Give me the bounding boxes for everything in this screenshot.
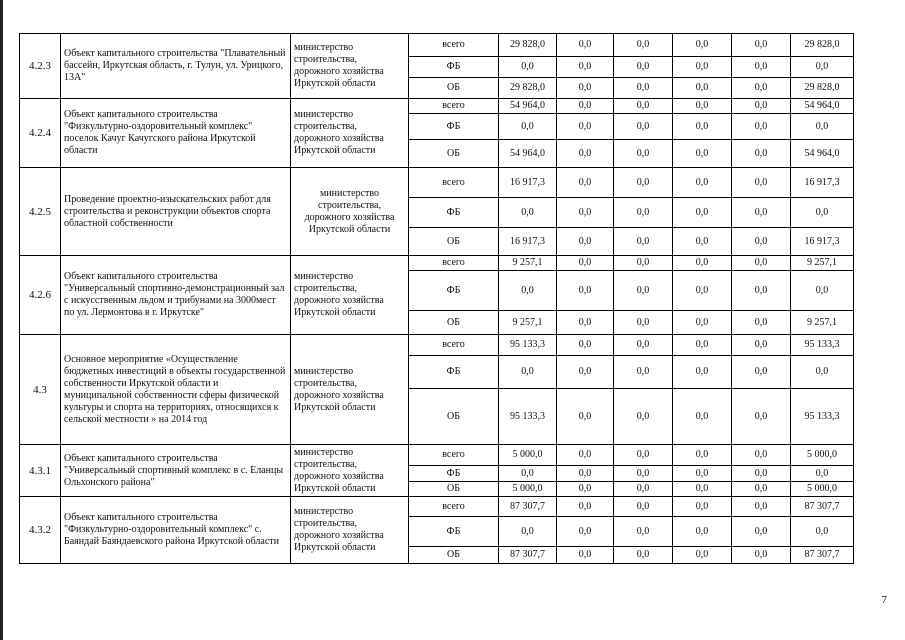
row-code: 4.2.4 [20, 99, 61, 168]
funding-source: всего [409, 335, 499, 356]
row-executor: министерство строительства, дорожного хозяйства Иркутской области [291, 168, 409, 256]
funding-source: всего [409, 34, 499, 57]
row-name: Объект капитального строительства "Плавательный бассейн, Иркутская область, г. Тулун, ул. Урицкого, 13А" [61, 34, 291, 99]
value-cell: 0,0 [732, 482, 791, 497]
value-cell: 0,0 [614, 445, 673, 466]
value-cell: 0,0 [791, 114, 854, 140]
value-cell: 0,0 [557, 517, 614, 547]
value-cell: 0,0 [557, 256, 614, 271]
value-cell: 0,0 [673, 445, 732, 466]
value-cell: 0,0 [673, 78, 732, 99]
value-cell: 0,0 [557, 228, 614, 256]
page-number: 7 [881, 594, 887, 606]
value-cell: 0,0 [673, 335, 732, 356]
value-cell: 9 257,1 [791, 256, 854, 271]
table-row [20, 335, 854, 356]
value-cell: 0,0 [791, 57, 854, 78]
value-cell: 0,0 [791, 271, 854, 311]
value-cell: 29 828,0 [499, 78, 557, 99]
row-executor: министерство строительства, дорожного хозяйства Иркутской области [291, 256, 409, 335]
value-cell: 0,0 [673, 311, 732, 335]
value-cell: 0,0 [614, 228, 673, 256]
value-cell: 0,0 [673, 256, 732, 271]
funding-source: ОБ [409, 389, 499, 445]
table-row [20, 34, 854, 57]
value-cell: 0,0 [673, 466, 732, 482]
row-executor: министерство строительства, дорожного хозяйства Иркутской области [291, 445, 409, 497]
value-cell: 0,0 [673, 140, 732, 168]
value-cell: 0,0 [557, 356, 614, 389]
value-cell: 0,0 [614, 466, 673, 482]
value-cell: 0,0 [732, 228, 791, 256]
value-cell: 29 828,0 [791, 78, 854, 99]
value-cell: 0,0 [614, 335, 673, 356]
value-cell: 0,0 [614, 389, 673, 445]
value-cell: 16 917,3 [499, 168, 557, 198]
value-cell: 0,0 [791, 517, 854, 547]
row-name: Объект капитального строительства "Физкультурно-оздоровительный комплекс" с. Баяндай Баяндаевского района Иркутской области [61, 497, 291, 564]
value-cell: 29 828,0 [499, 34, 557, 57]
funding-source: всего [409, 99, 499, 114]
value-cell: 0,0 [673, 356, 732, 389]
value-cell: 95 133,3 [499, 335, 557, 356]
funding-source: всего [409, 497, 499, 517]
value-cell: 0,0 [732, 256, 791, 271]
value-cell: 0,0 [614, 57, 673, 78]
value-cell: 0,0 [614, 482, 673, 497]
table-row [20, 99, 854, 114]
value-cell: 0,0 [614, 168, 673, 198]
value-cell: 0,0 [557, 445, 614, 466]
value-cell: 0,0 [732, 34, 791, 57]
value-cell: 0,0 [499, 356, 557, 389]
row-executor: министерство строительства, дорожного хозяйства Иркутской области [291, 497, 409, 564]
value-cell: 0,0 [732, 445, 791, 466]
value-cell: 0,0 [557, 198, 614, 228]
row-code: 4.2.5 [20, 168, 61, 256]
funding-source: ФБ [409, 517, 499, 547]
row-code: 4.3 [20, 335, 61, 445]
value-cell: 0,0 [614, 311, 673, 335]
value-cell: 0,0 [732, 335, 791, 356]
funding-source: всего [409, 445, 499, 466]
value-cell: 16 917,3 [791, 228, 854, 256]
funding-source: ФБ [409, 271, 499, 311]
value-cell: 0,0 [732, 356, 791, 389]
value-cell: 0,0 [557, 466, 614, 482]
funding-source: ФБ [409, 57, 499, 78]
value-cell: 5 000,0 [499, 482, 557, 497]
value-cell: 9 257,1 [499, 311, 557, 335]
value-cell: 16 917,3 [791, 168, 854, 198]
value-cell: 0,0 [673, 114, 732, 140]
value-cell: 0,0 [614, 198, 673, 228]
funding-source: ОБ [409, 78, 499, 99]
value-cell: 0,0 [732, 497, 791, 517]
value-cell: 0,0 [732, 168, 791, 198]
value-cell: 0,0 [557, 547, 614, 564]
funding-source: всего [409, 168, 499, 198]
row-executor: министерство строительства, дорожного хозяйства Иркутской области [291, 34, 409, 99]
value-cell: 0,0 [557, 114, 614, 140]
value-cell: 0,0 [614, 517, 673, 547]
value-cell: 0,0 [557, 168, 614, 198]
funding-source: ОБ [409, 311, 499, 335]
value-cell: 0,0 [499, 517, 557, 547]
value-cell: 0,0 [614, 34, 673, 57]
value-cell: 0,0 [732, 389, 791, 445]
funding-source: всего [409, 256, 499, 271]
row-executor: министерство строительства, дорожного хозяйства Иркутской области [291, 335, 409, 445]
value-cell: 0,0 [557, 78, 614, 99]
value-cell: 87 307,7 [499, 547, 557, 564]
value-cell: 0,0 [614, 99, 673, 114]
row-code: 4.2.6 [20, 256, 61, 335]
value-cell: 95 133,3 [791, 389, 854, 445]
value-cell: 0,0 [673, 482, 732, 497]
value-cell: 0,0 [557, 497, 614, 517]
funding-source: ОБ [409, 228, 499, 256]
value-cell: 16 917,3 [499, 228, 557, 256]
row-code: 4.2.3 [20, 34, 61, 99]
value-cell: 0,0 [791, 356, 854, 389]
value-cell: 0,0 [673, 198, 732, 228]
value-cell: 0,0 [673, 517, 732, 547]
value-cell: 29 828,0 [791, 34, 854, 57]
value-cell: 0,0 [732, 198, 791, 228]
value-cell: 0,0 [499, 271, 557, 311]
row-executor: министерство строительства, дорожного хозяйства Иркутской области [291, 99, 409, 168]
value-cell: 0,0 [673, 547, 732, 564]
value-cell: 0,0 [673, 99, 732, 114]
value-cell: 0,0 [732, 271, 791, 311]
value-cell: 54 964,0 [791, 99, 854, 114]
value-cell: 0,0 [673, 389, 732, 445]
table-row [20, 445, 854, 466]
value-cell: 0,0 [557, 57, 614, 78]
value-cell: 0,0 [732, 99, 791, 114]
value-cell: 0,0 [557, 311, 614, 335]
funding-source: ФБ [409, 466, 499, 482]
row-code: 4.3.2 [20, 497, 61, 564]
value-cell: 0,0 [557, 271, 614, 311]
value-cell: 0,0 [499, 466, 557, 482]
value-cell: 0,0 [499, 198, 557, 228]
value-cell: 0,0 [557, 140, 614, 168]
value-cell: 0,0 [673, 271, 732, 311]
value-cell: 0,0 [557, 482, 614, 497]
value-cell: 0,0 [557, 34, 614, 57]
row-name: Объект капитального строительства "Универсальный спортивный комплекс в с. Еланцы Ольхонского района" [61, 445, 291, 497]
value-cell: 0,0 [673, 168, 732, 198]
funding-source: ФБ [409, 114, 499, 140]
table-row [20, 168, 854, 198]
value-cell: 0,0 [614, 271, 673, 311]
value-cell: 0,0 [732, 57, 791, 78]
value-cell: 54 964,0 [791, 140, 854, 168]
value-cell: 87 307,7 [791, 497, 854, 517]
value-cell: 0,0 [673, 57, 732, 78]
row-name: Объект капитального строительства "Физкультурно-оздоровительный комплекс" поселок Качуг Качугского района Иркутской области [61, 99, 291, 168]
value-cell: 9 257,1 [499, 256, 557, 271]
value-cell: 0,0 [791, 198, 854, 228]
value-cell: 0,0 [499, 57, 557, 78]
value-cell: 0,0 [791, 466, 854, 482]
row-code: 4.3.1 [20, 445, 61, 497]
value-cell: 0,0 [557, 389, 614, 445]
table-row [20, 256, 854, 271]
funding-source: ФБ [409, 198, 499, 228]
row-name: Объект капитального строительства "Универсальный спортивно-демонстрационный зал с искусственным льдом и трибунами на 3000мест по ул. Лермонтова в г. Иркутске" [61, 256, 291, 335]
funding-source: ОБ [409, 140, 499, 168]
funding-source: ОБ [409, 547, 499, 564]
value-cell: 0,0 [614, 114, 673, 140]
value-cell: 0,0 [673, 497, 732, 517]
value-cell: 0,0 [732, 140, 791, 168]
value-cell: 0,0 [732, 114, 791, 140]
value-cell: 0,0 [673, 228, 732, 256]
budget-table [19, 33, 854, 564]
value-cell: 0,0 [732, 311, 791, 335]
value-cell: 5 000,0 [499, 445, 557, 466]
value-cell: 0,0 [732, 517, 791, 547]
row-name: Основное мероприятие «Осуществление бюджетных инвестиций в объекты государственной собственности Иркутской области и муниципальной собственности сферы физической культуры и спорта на территориях, относящихся к сельской местности » на 2014 год [61, 335, 291, 445]
value-cell: 0,0 [614, 78, 673, 99]
value-cell: 54 964,0 [499, 99, 557, 114]
value-cell: 9 257,1 [791, 311, 854, 335]
value-cell: 0,0 [614, 497, 673, 517]
value-cell: 87 307,7 [791, 547, 854, 564]
value-cell: 0,0 [499, 114, 557, 140]
value-cell: 0,0 [614, 256, 673, 271]
table-row [20, 497, 854, 517]
value-cell: 0,0 [614, 547, 673, 564]
value-cell: 0,0 [557, 99, 614, 114]
value-cell: 0,0 [614, 356, 673, 389]
value-cell: 0,0 [732, 78, 791, 99]
row-name: Проведение проектно-изыскательских работ для строительства и реконструкции объектов спорта областной собственности [61, 168, 291, 256]
value-cell: 0,0 [732, 466, 791, 482]
value-cell: 5 000,0 [791, 482, 854, 497]
funding-source: ОБ [409, 482, 499, 497]
value-cell: 0,0 [673, 34, 732, 57]
value-cell: 87 307,7 [499, 497, 557, 517]
value-cell: 0,0 [732, 547, 791, 564]
value-cell: 5 000,0 [791, 445, 854, 466]
scan-edge [0, 0, 3, 640]
funding-source: ФБ [409, 356, 499, 389]
value-cell: 0,0 [557, 335, 614, 356]
value-cell: 95 133,3 [791, 335, 854, 356]
value-cell: 54 964,0 [499, 140, 557, 168]
value-cell: 0,0 [614, 140, 673, 168]
value-cell: 95 133,3 [499, 389, 557, 445]
